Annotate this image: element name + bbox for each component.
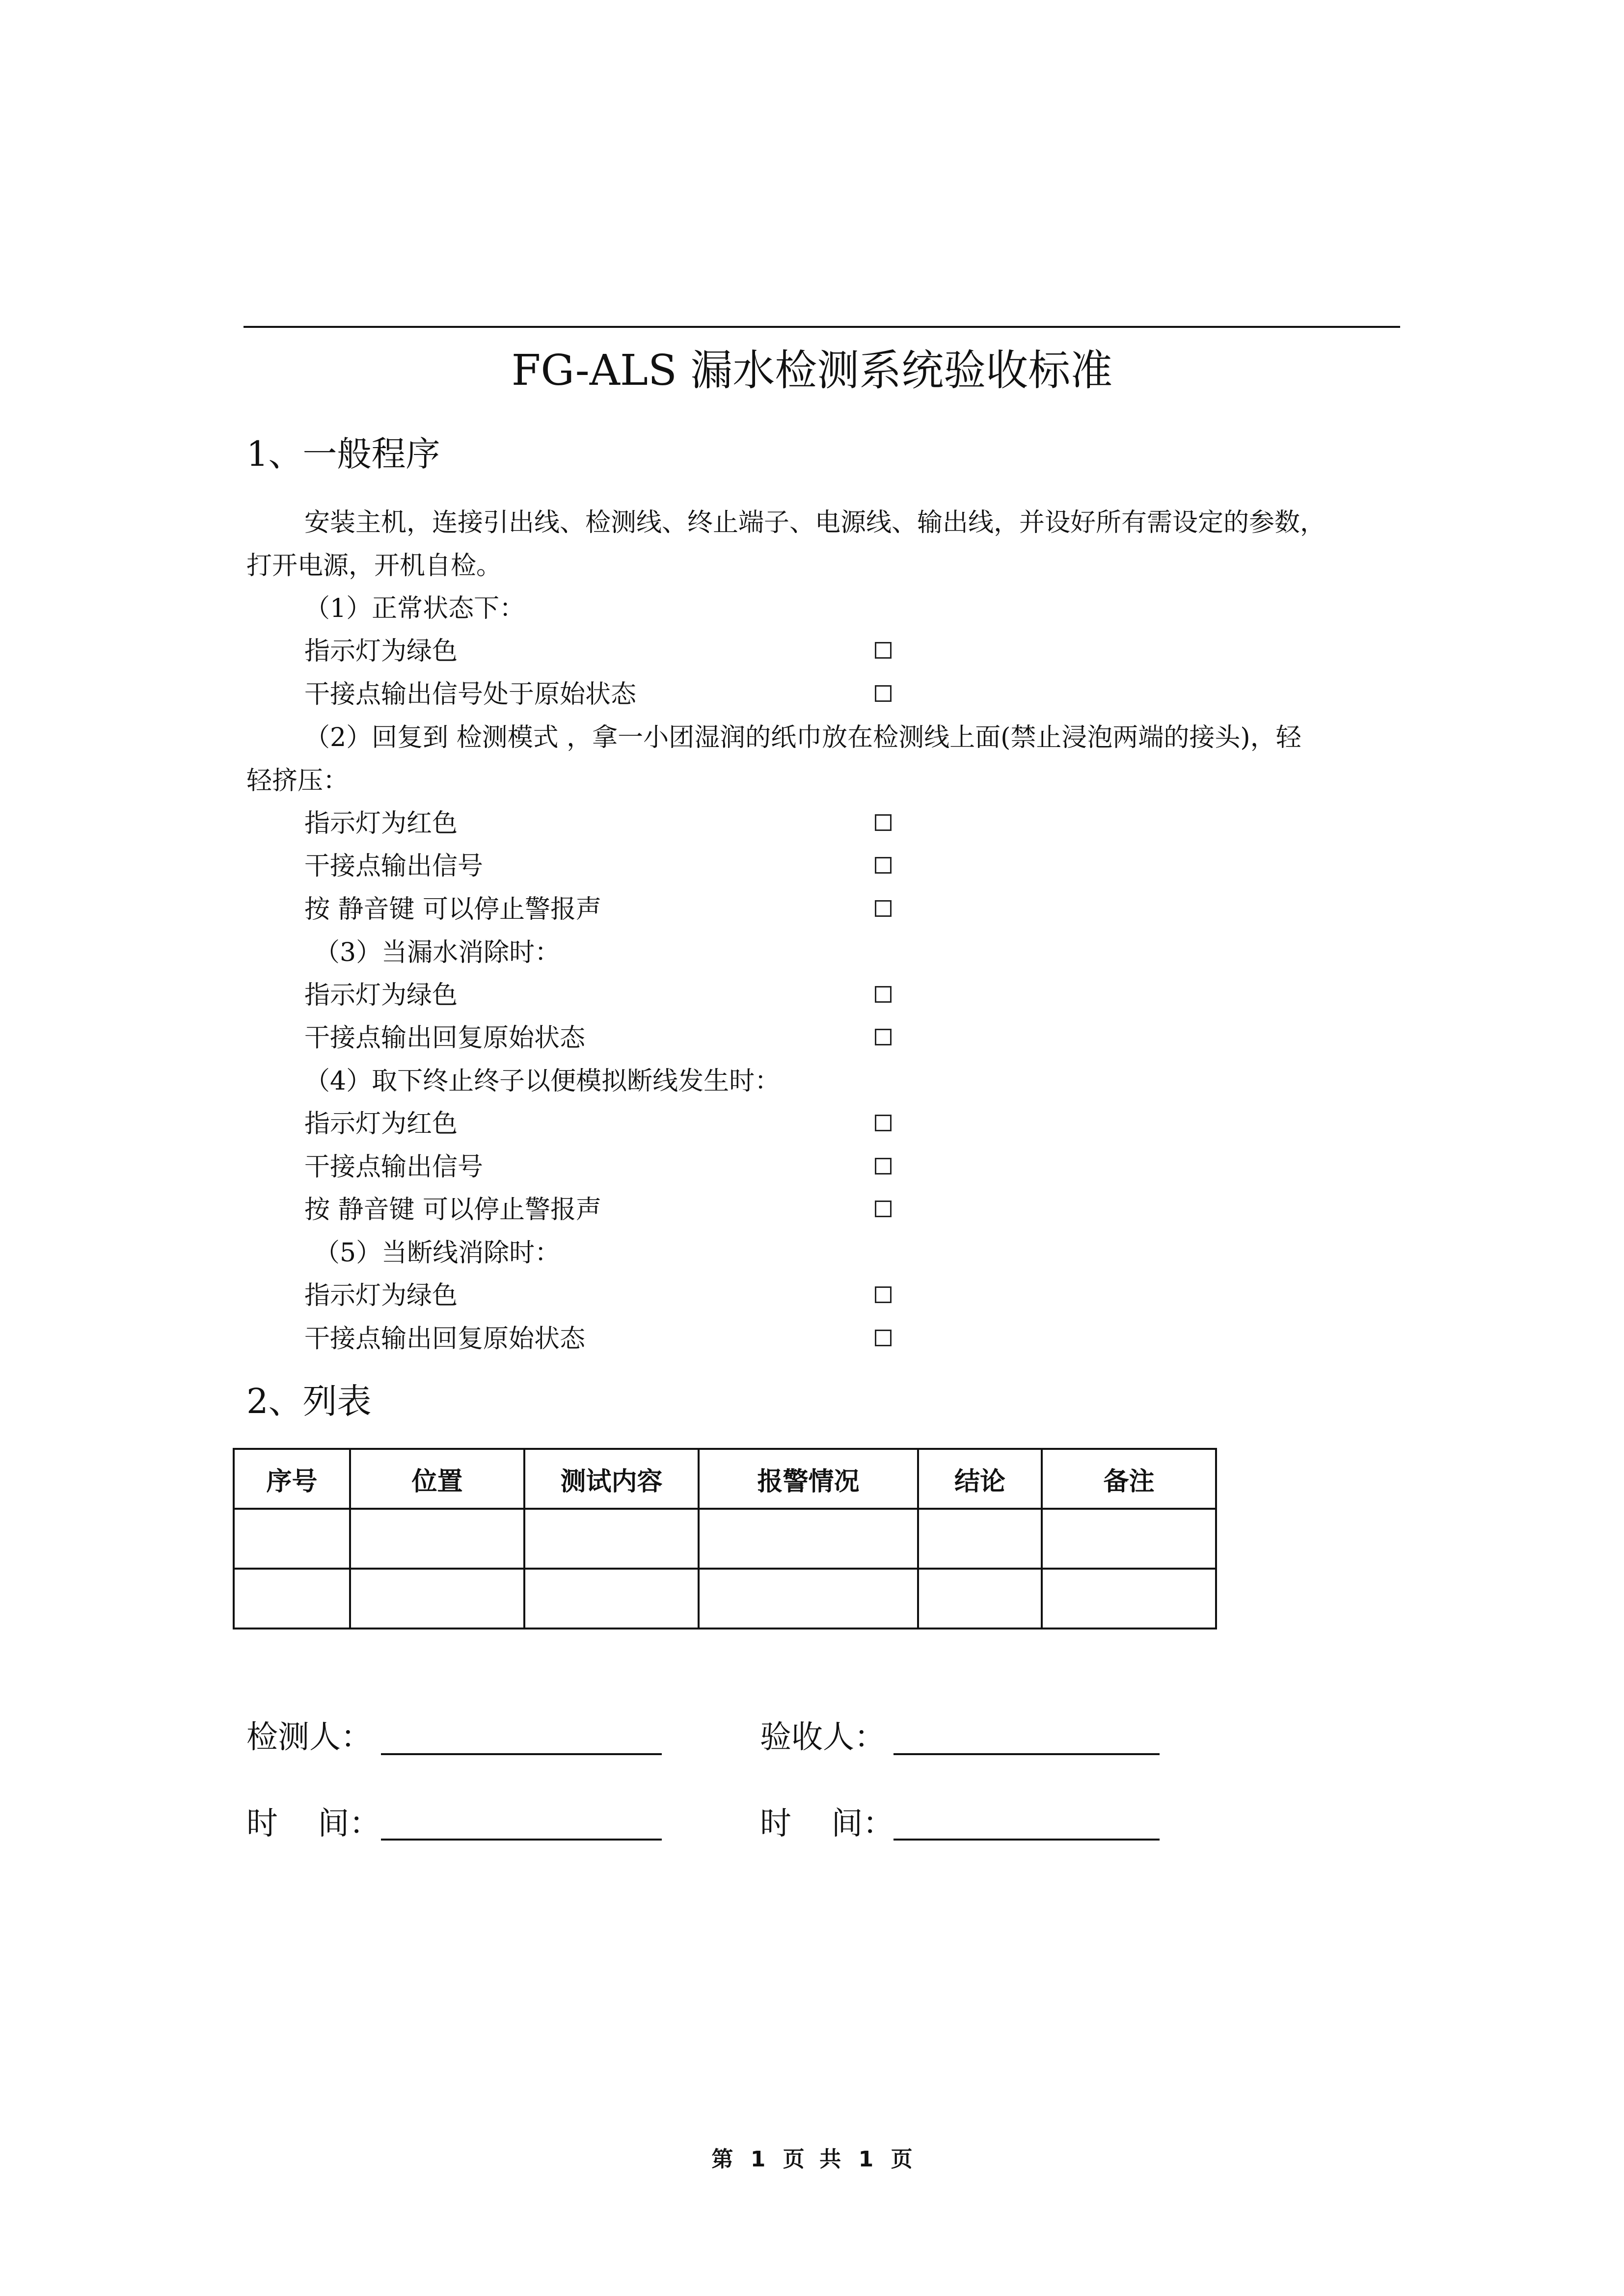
table-cell[interactable]: [918, 1509, 1042, 1569]
table-header-cell: 结论: [918, 1449, 1042, 1509]
table-header-row: [234, 1449, 1216, 1509]
step-4-item-3: 按 静音键 可以停止警报声: [304, 1195, 602, 1225]
step-1-item-2: 干接点输出信号处于原始状态: [304, 680, 637, 709]
table-cell[interactable]: [234, 1509, 350, 1569]
header-rule: [244, 326, 1400, 328]
page-total: 1: [858, 2147, 874, 2172]
checkbox-step3-2[interactable]: [875, 1029, 892, 1045]
table-cell[interactable]: [699, 1509, 918, 1569]
step-5-heading: （5）当断线消除时：: [314, 1238, 561, 1268]
table-header-cell: 测试内容: [524, 1449, 699, 1509]
step-2-line-1: （2）回复到 检测模式 ，拿一小团湿润的纸巾放在检测线上面(禁止浸泡两端的接头)，轻: [304, 723, 1301, 752]
checkbox-step1-2[interactable]: [875, 685, 892, 702]
acceptance-time-line[interactable]: [893, 1839, 1160, 1841]
test-time-label: 时 间：: [246, 1806, 381, 1842]
step-4-heading: （4）取下终止终子以便模拟断线发生时：: [304, 1067, 781, 1096]
table-header-cell: 备注: [1042, 1449, 1216, 1509]
table-cell[interactable]: [1042, 1569, 1216, 1629]
test-time-line[interactable]: [381, 1839, 662, 1841]
acceptor-signature-line[interactable]: [893, 1753, 1160, 1755]
table-cell[interactable]: [234, 1569, 350, 1629]
acceptor-label: 验收人：: [760, 1719, 886, 1756]
step-5-item-1: 指示灯为绿色: [304, 1281, 458, 1310]
page-prefix: 第: [711, 2147, 733, 2172]
step-3-item-2: 干接点输出回复原始状态: [304, 1023, 586, 1053]
intro-line-1: 安装主机，连接引出线、检测线、终止端子、电源线、输出线，并设好所有需设定的参数，: [304, 508, 1326, 537]
step-1-heading: （1）正常状态下：: [304, 594, 525, 623]
table-cell[interactable]: [350, 1569, 524, 1629]
table-cell[interactable]: [699, 1569, 918, 1629]
step-2-item-3: 按 静音键 可以停止警报声: [304, 895, 602, 924]
table-cell[interactable]: [1042, 1509, 1216, 1569]
tester-signature-line[interactable]: [381, 1753, 662, 1755]
acceptance-table: [233, 1448, 1217, 1629]
page-number: 1: [750, 2147, 766, 2172]
tester-label: 检测人：: [246, 1719, 372, 1756]
step-5-item-2: 干接点输出回复原始状态: [304, 1324, 586, 1354]
acceptance-time-label: 时 间：: [760, 1806, 894, 1842]
step-3-heading: （3）当漏水消除时：: [314, 938, 561, 967]
table-header-cell: 位置: [350, 1449, 524, 1509]
table-row: [234, 1569, 1216, 1629]
table-cell[interactable]: [524, 1569, 699, 1629]
page-suffix: 页: [891, 2147, 913, 2172]
table-header-cell: 序号: [234, 1449, 350, 1509]
page-footer: [0, 2145, 1624, 2174]
checkbox-step4-1[interactable]: [875, 1115, 892, 1131]
step-4-item-2: 干接点输出信号: [304, 1152, 484, 1182]
table-cell[interactable]: [524, 1509, 699, 1569]
checkbox-step2-2[interactable]: [875, 857, 892, 874]
step-1-item-1: 指示灯为绿色: [304, 637, 458, 666]
step-2-item-1: 指示灯为红色: [304, 809, 458, 838]
section-1-heading: 1、一般程序: [246, 434, 440, 474]
page-mid: 页 共: [783, 2147, 841, 2172]
intro-line-2: 打开电源，开机自检。: [246, 551, 502, 581]
section-2-heading: 2、列表: [246, 1381, 372, 1421]
step-3-item-1: 指示灯为绿色: [304, 981, 458, 1010]
checkbox-step5-2[interactable]: [875, 1330, 892, 1346]
step-2-line-2: 轻挤压：: [246, 766, 349, 796]
step-2-item-2: 干接点输出信号: [304, 852, 484, 881]
table-header-cell: 报警情况: [699, 1449, 918, 1509]
checkbox-step5-1[interactable]: [875, 1286, 892, 1303]
checkbox-step4-2[interactable]: [875, 1158, 892, 1175]
document-title: FG-ALS 漏水检测系统验收标准: [511, 346, 1113, 395]
checkbox-step2-1[interactable]: [875, 814, 892, 831]
step-4-item-1: 指示灯为红色: [304, 1109, 458, 1139]
checkbox-step1-1[interactable]: [875, 642, 892, 659]
table-cell[interactable]: [350, 1509, 524, 1569]
checkbox-step3-1[interactable]: [875, 986, 892, 1003]
checkbox-step2-3[interactable]: [875, 900, 892, 917]
table-row: [234, 1509, 1216, 1569]
checkbox-step4-3[interactable]: [875, 1201, 892, 1217]
table-cell[interactable]: [918, 1569, 1042, 1629]
